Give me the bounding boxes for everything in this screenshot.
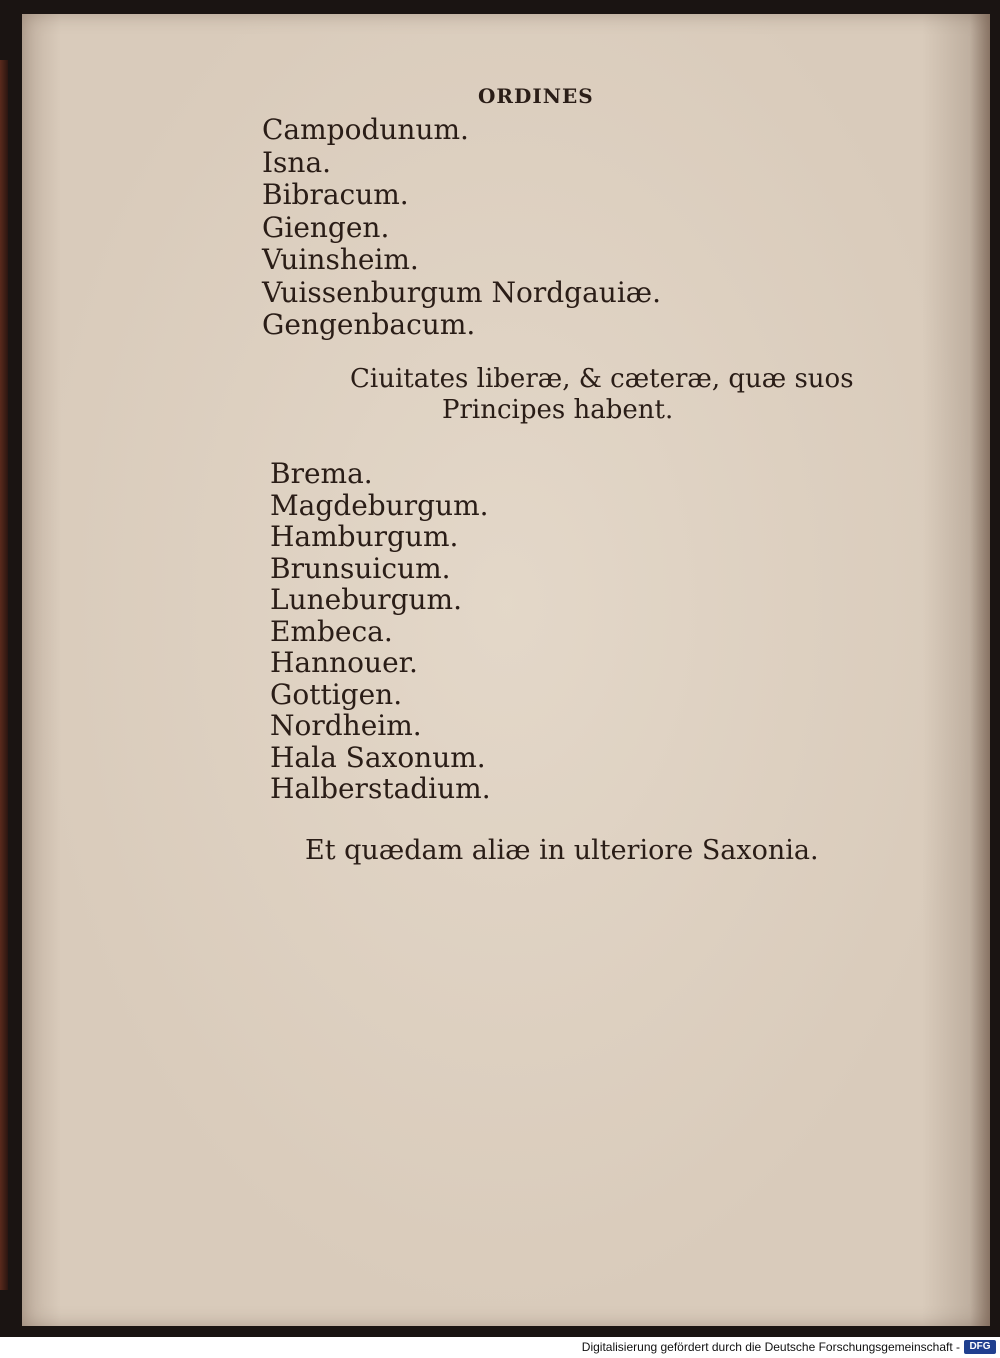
list-item: Vuissenburgum Nordgauiæ. — [262, 275, 661, 309]
list-item: Magdeburgum. — [270, 488, 489, 522]
list-item: Isna. — [262, 145, 332, 179]
section-heading-line-1: Ciuitates liberæ, & cæteræ, quæ suos — [350, 364, 854, 394]
list-item: Gottigen. — [270, 677, 403, 711]
city-list-lower — [270, 458, 491, 805]
list-item: Hamburgum. — [270, 520, 459, 553]
list-item: Vuinsheim. — [262, 243, 419, 276]
closing-line: Et quædam aliæ in ulteriore Saxonia. — [305, 835, 819, 866]
list-item: Brunsuicum. — [270, 551, 451, 585]
running-head: ORDINES — [478, 84, 594, 108]
book-edge — [0, 60, 8, 1290]
dfg-logo[interactable]: DFG — [964, 1340, 996, 1354]
list-item: Gengenbacum. — [262, 308, 476, 341]
footer-credit: Digitalisierung gefördert durch die Deutsche Forschungsgemeinschaft - — [581, 1340, 960, 1354]
list-item: Embeca. — [270, 614, 393, 648]
list-item: Luneburgum. — [270, 583, 462, 616]
page-gutter — [970, 14, 990, 1326]
list-item: Nordheim. — [270, 709, 422, 742]
list-item: Bibracum. — [262, 178, 409, 211]
section-heading-line-2: Principes habent. — [442, 395, 674, 425]
list-item: Hannouer. — [270, 646, 418, 679]
list-item: Halberstadium. — [270, 772, 491, 805]
list-item: Giengen. — [262, 210, 390, 244]
list-item: Campodunum. — [262, 113, 469, 146]
list-item: Hala Saxonum. — [270, 740, 486, 774]
footer-bar — [0, 1337, 1000, 1358]
city-list-upper — [262, 114, 661, 342]
list-item: Brema. — [270, 457, 373, 490]
